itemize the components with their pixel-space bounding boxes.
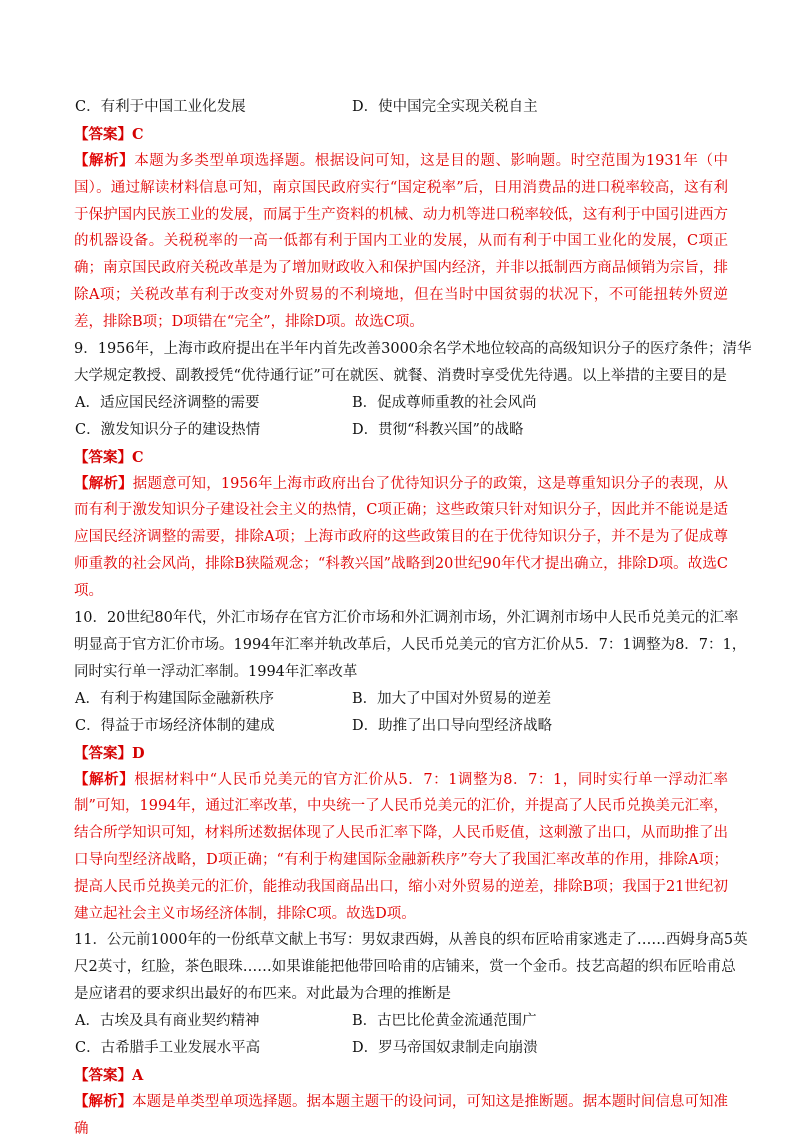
answer-value: A — [132, 1067, 144, 1085]
q9-stem — [74, 336, 752, 390]
q11-options-row-1 — [74, 1008, 728, 1035]
q10-options-row-1 — [74, 686, 728, 713]
q10-options-row-2 — [74, 713, 728, 740]
q8-option-c: C．有利于中国工业化发展 — [75, 99, 246, 115]
answer-label: 【答案】 — [74, 744, 132, 762]
q9-stem-line-1: 9．1956年，上海市政府提出在半年内首先改善3000余名学术地位较高的高级知识分子的医疗条件；清华 — [74, 340, 752, 357]
explanation-label: 【解析】 — [74, 1093, 133, 1111]
q9-options-row-2 — [74, 417, 728, 444]
q11-stem-line-1: 11．公元前1000年的一份纸草文献上书写：男奴隶西姆，从善良的织布匠哈甫家逃走了……西姆身高5英 — [74, 932, 748, 949]
q10-explanation — [74, 767, 728, 928]
q8-option-d: D．使中国完全实现关税自主 — [352, 99, 538, 115]
q10-answer — [74, 740, 728, 767]
q9-option-a: A．适应国民经济调整的需要 — [75, 394, 260, 411]
answer-label: 【答案】 — [74, 126, 132, 143]
answer-value: C — [132, 126, 144, 143]
q8-answer — [74, 121, 728, 148]
answer-value: D — [132, 744, 145, 762]
q10-option-b: B．加大了中国对外贸易的逆差 — [352, 690, 552, 707]
q9-explanation — [74, 471, 728, 605]
q9-option-c: C．激发知识分子的建设热情 — [75, 421, 261, 438]
answer-label: 【答案】 — [74, 448, 132, 466]
q10-option-c: C．得益于市场经济体制的建成 — [75, 717, 275, 734]
q9-option-b: B．促成尊师重教的社会风尚 — [352, 394, 537, 411]
q11-option-a: A．古埃及具有商业契约精神 — [75, 1013, 260, 1030]
q11-option-c: C．古希腊手工业发展水平高 — [75, 1040, 261, 1057]
q9-answer — [74, 444, 728, 471]
q10-stem — [74, 605, 747, 686]
explanation-label: 【解析】 — [74, 474, 133, 492]
q11-explanation — [74, 1089, 728, 1143]
q11-options-row-2 — [74, 1035, 728, 1062]
q9-stem-line-2: 大学规定教授、副教授凭“优待通行证”可在就医、就餐、消费时享受优先待遇。以上举措的主要目的是 — [74, 367, 727, 384]
explanation-text: 本题是单类型单项选择题。据本题主题干的设问词，可知这是推断题。据本题时间信息可知准确 — [74, 1094, 729, 1138]
q8-explanation — [74, 148, 728, 336]
answer-label: 【答案】 — [74, 1067, 132, 1085]
explanation-label: 【解析】 — [74, 152, 135, 169]
q10-stem-line-3: 同时实行单一浮动汇率制。1994年汇率改革 — [74, 663, 358, 680]
explanation-text: 据题意可知，1956年上海市政府出台了优待知识分子的政策，这是尊重知识分子的表现，从而有利于激发知识分子建设社会主义的热情，C项正确；这些政策只针对知识分子，因此并不能说是适应国民经济调整的需要，排除A项；上海市政府的这些政策目的在于优待知识分子，并不是为了促成尊师重教的社会风尚，排除B狭隘观念；“科教兴国”战略到20世纪90年代才提出确立，排除D项。故选C项。 — [74, 475, 729, 599]
q8-options-row-1 — [74, 94, 728, 121]
q11-answer — [74, 1062, 728, 1089]
q9-options-row-1 — [74, 390, 728, 417]
q10-option-d: D．助推了出口导向型经济战略 — [352, 717, 553, 734]
q11-stem — [74, 927, 748, 1008]
q10-stem-line-1: 10．20世纪80年代，外汇市场存在官方汇价市场和外汇调剂市场，外汇调剂市场中人民币兑美元的汇率 — [74, 609, 739, 626]
explanation-text: 根据材料中“人民币兑美元的官方汇价从5．7：1调整为8．7：1，同时实行单一浮动汇率制”可知，1994年，通过汇率改革，中央统一了人民币兑美元的汇价，并提高了人民币兑换美元汇率，结合所学知识可知，材料所述数据体现了人民币汇率下降，人民币贬值，这刺激了出口，从而助推了出口导向型经济战略，D项正确；“有利于构建国际金融新秩序”夸大了我国汇率改革的作用，排除A项；提高人民币兑换美元的汇价，能推动我国商品出口，缩小对外贸易的逆差，排除B项；我国于21世纪初建立起社会主义市场经济体制，排除C项。故选D项。 — [74, 771, 729, 922]
q11-stem-line-3: 是应诸君的要求织出最好的布匹来。对此最为合理的推断是 — [74, 986, 451, 1003]
q11-option-d: D．罗马帝国奴隶制走向崩溃 — [352, 1040, 538, 1057]
document-page — [74, 94, 752, 1143]
q10-option-a: A．有利于构建国际金融新秩序 — [75, 690, 274, 707]
q9-option-d: D．贯彻“科教兴国”的战略 — [352, 421, 524, 438]
q11-option-b: B．古巴比伦黄金流通范围广 — [352, 1013, 537, 1030]
answer-value: C — [132, 448, 144, 466]
explanation-label: 【解析】 — [74, 770, 135, 788]
q10-stem-line-2: 明显高于官方汇价市场。1994年汇率并轨改革后，人民币兑美元的官方汇价从5．7：1调整为8．7：1， — [74, 636, 747, 653]
q11-stem-line-2: 尺2英寸，红脸，茶色眼珠……如果谁能把他带回哈甫的店铺来，赏一个金币。技艺高超的织布匠哈甫总 — [74, 959, 736, 976]
explanation-text: 本题为多类型单项选择题。根据设问可知，这是目的题、影响题。时空范围为1931年（中国）。通过解读材料信息可知，南京国民政府实行“国定税率”后，日用消费品的进口税率较高，这有利于保护国内民族工业的发展，而属于生产资料的机械、动力机等进口税率较低，这有利于中国引进西方的机器设备。关税税率的一高一低都有利于国内工业的发展，从而有利于中国工业化的发展，C项正确；南京国民政府关税改革是为了增加财政收入和保护国内经济，并非以抵制西方商品倾销为宗旨，排除A项；关税改革有利于改变对外贸易的不利境地，但在当时中国贫弱的状况下，不可能扭转外贸逆差，排除B项；D项错在“完全”，排除D项。故选C项。 — [74, 153, 729, 330]
